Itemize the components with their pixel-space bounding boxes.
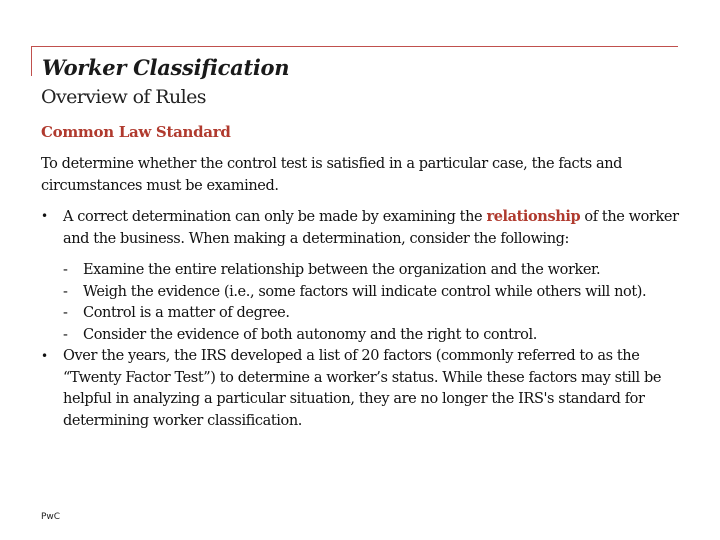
bullet-relationship <box>41 206 681 250</box>
dash-icon: - <box>63 283 68 300</box>
intro-paragraph: To determine whether the control test is satisfied in a particular case, the facts and circumstances must be examined. <box>41 156 623 194</box>
relationship-highlight: relationship <box>486 208 581 225</box>
list-item <box>63 260 681 282</box>
list-item-text: Consider the evidence of both autonomy and the right to control. <box>83 326 537 343</box>
footer-logo-text: PwC <box>41 512 61 522</box>
consideration-list <box>63 260 681 346</box>
slide-title: Worker Classification <box>42 55 290 80</box>
slide-subtitle: Overview of Rules <box>41 86 206 108</box>
dash-icon: - <box>63 262 68 278</box>
bullet-twenty-factor-test <box>41 346 681 432</box>
section-heading: Common Law Standard <box>41 123 231 141</box>
list-item-text: Examine the entire relationship between the organization and the worker. <box>83 262 601 278</box>
dash-icon: - <box>63 305 68 321</box>
list-item <box>63 325 681 347</box>
bullet-text: Over the years, the IRS developed a list of 20 factors (commonly referred to as the “Twenty Factor Test”) to determine a worker’s status. While these factors may still be helpful in analyzing a particular situation, they are no longer the IRS's standard for determining worker classification. <box>63 348 662 429</box>
bullet-icon: • <box>41 209 48 223</box>
dash-icon: - <box>63 326 68 343</box>
bullet-text-before: A correct determination can only be made by examining the <box>63 209 487 225</box>
slide-body <box>41 154 681 432</box>
title-frame-top-rule <box>31 46 678 47</box>
bullet-icon: • <box>41 349 48 363</box>
list-item <box>63 282 681 304</box>
bullet-text-after: of the worker and the business. When making a determination, consider the following: <box>63 209 679 247</box>
list-item-text: Control is a matter of degree. <box>83 305 290 321</box>
list-item-text: Weigh the evidence (i.e., some factors will indicate control while others will not). <box>83 283 647 300</box>
list-item <box>63 303 681 325</box>
title-frame-left-rule <box>31 46 32 76</box>
